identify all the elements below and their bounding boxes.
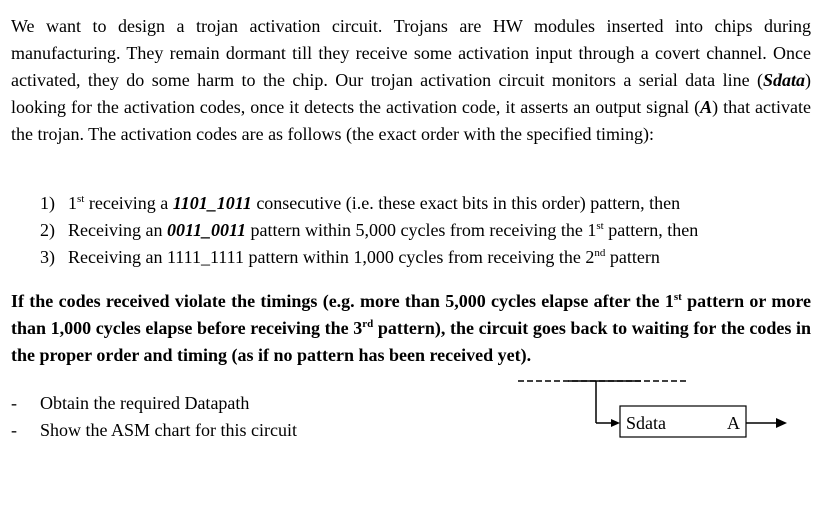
a-output-label: A (727, 413, 740, 433)
code-text: Receiving an (68, 220, 167, 240)
intro-text-2: ) looking for the activation codes, once it detects the activation code, it asserts an output signal ( (11, 70, 811, 117)
code-text: pattern, then (603, 220, 699, 240)
code-pattern: 0011_0011 (166, 220, 246, 240)
input-arrowhead (611, 419, 620, 427)
code-text: pattern (605, 247, 660, 267)
sdata-signal-name: Sdata (762, 70, 805, 90)
output-arrowhead (776, 418, 787, 428)
code-text: receiving a (84, 193, 173, 213)
ordinal-suffix: st (77, 193, 85, 205)
ordinal-suffix: st (596, 220, 604, 232)
intro-text-1: We want to design a trojan activation circuit. Trojans are HW modules inserted into chips during manufacturing. They remain dormant till they receive some activation input through a covert channel. Once activated, they do some harm to the chip. Our trojan activation circuit monitors a serial data line ( (11, 16, 811, 90)
bullet-dash: - (11, 393, 17, 413)
a-signal-name: A (700, 97, 713, 117)
code-text: pattern within 5,000 cycles from receiving the 1 (245, 220, 597, 240)
ordinal-suffix: nd (594, 247, 606, 259)
code-number: 2) (40, 220, 55, 240)
warning-text: pattern or more than 1,000 cycles elapse before receiving the 3 (11, 291, 811, 338)
code-pattern: 1101_1011 (172, 193, 252, 213)
warning-text: If the codes received violate the timings (e.g. more than 5,000 cycles elapse after the 1 (11, 291, 674, 311)
code-number: 1) (40, 193, 55, 213)
code-text: consecutive (i.e. these exact bits in this order) pattern, then (251, 193, 681, 213)
ordinal-suffix: st (673, 291, 682, 303)
sdata-input-label: Sdata (626, 413, 666, 433)
code-text: 1 (68, 193, 77, 213)
ordinal-suffix: rd (362, 318, 374, 330)
bullet-dash: - (11, 420, 17, 440)
code-text: Receiving an 1111_1111 pattern within 1,000 cycles from receiving the 2 (68, 247, 595, 267)
task-label: Obtain the required Datapath (40, 393, 250, 413)
code-number: 3) (40, 247, 55, 267)
warning-text: pattern), the circuit goes back to waiting for the codes in the proper order and timing (as if no pattern has been received yet). (11, 318, 811, 365)
intro-text-3: ) that activate the trojan. The activation codes are as follows (the exact order with the specified timing): (11, 97, 811, 144)
task-label: Show the ASM chart for this circuit (40, 420, 297, 440)
